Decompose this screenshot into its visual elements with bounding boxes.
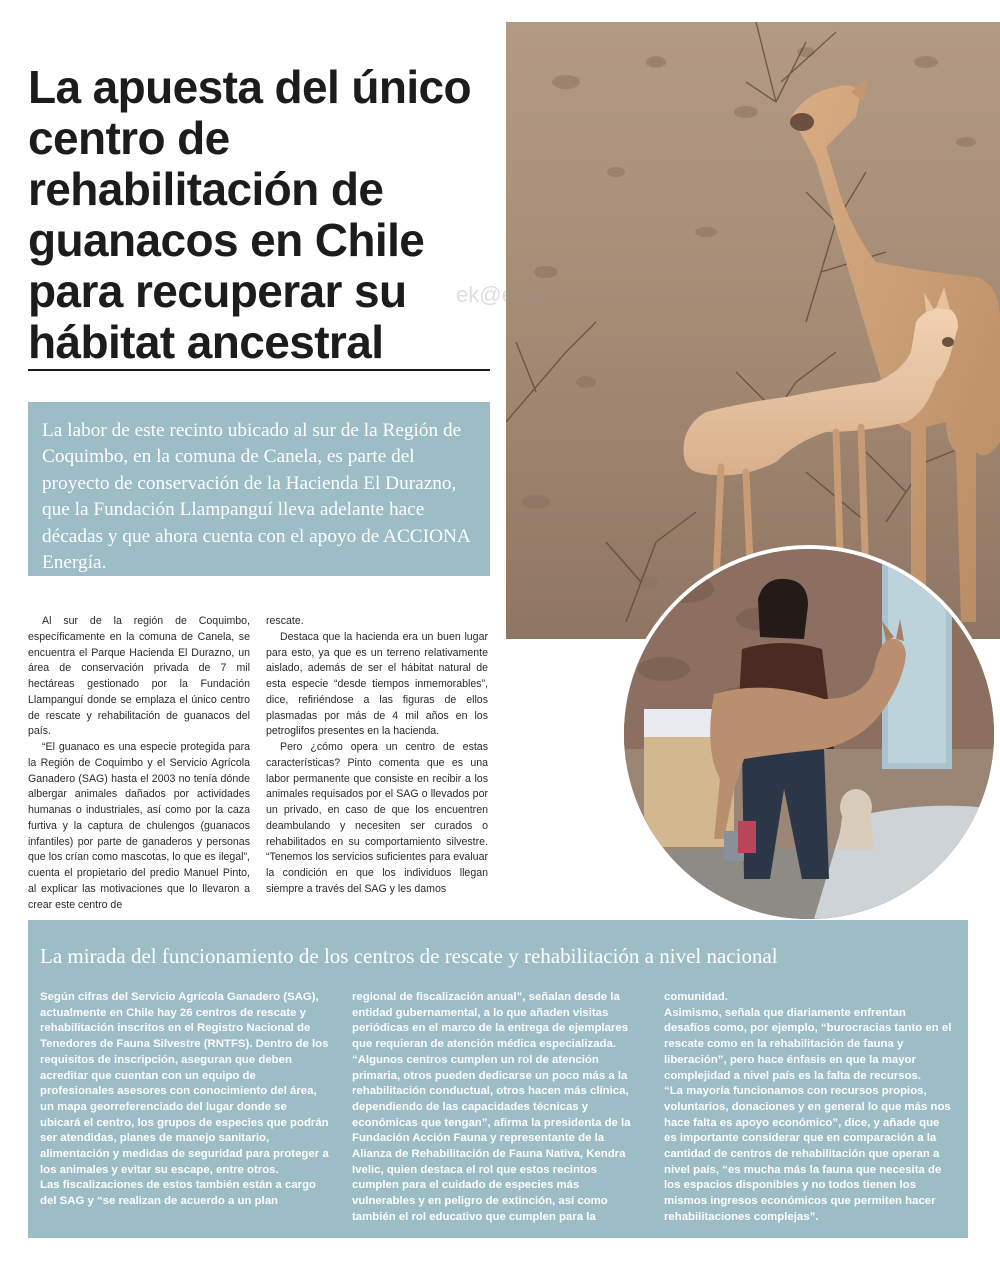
title-divider	[28, 369, 490, 371]
info-paragraph: Las fiscalizaciones de estos también están a cargo del SAG y “se realizan de acuerdo a un plan	[40, 1179, 317, 1208]
info-paragraph: Asimismo, señala que diariamente enfrentan desafíos como, por ejemplo, “burocracias tanto en el rescate como en la rehabilitación de fauna y liberación”, pero hace énfasis en que la mayor complejidad a nivel país es la falta de recursos.	[664, 1006, 952, 1082]
info-box-column-1	[40, 990, 330, 1210]
body-column-1	[28, 614, 250, 913]
info-paragraph: comunidad.	[664, 991, 728, 1003]
article-title: La apuesta del único centro de rehabilitación de guanacos en Chile para recuperar su hábitat ancestral	[28, 61, 471, 368]
guanaco-photo	[506, 22, 1000, 639]
info-paragraph: regional de fiscalización anual”, señalan desde la entidad gubernamental, a lo que añaden visitas periódicas en el marco de la entrega de ejemplares que requieran de atención médica especializada.	[352, 991, 629, 1051]
info-paragraph: “Algunos centros cumplen un rol de atención primaria, otros pueden dedicarse un poco más a la rehabilitación conductual, otros hacen más clínica, dependiendo de las capacidades técnicas y económicas que tengan”, afirma la presidenta de la Fundación Acción Fauna y representante de la Alianza de Rehabilitación de Fauna Nativa, Kendra Ivelic, quien destaca el rol que estos recintos cumplen para el cuidado de especies más vulnerables y en peligro de extinción, así como también el rol educativo que cumplen para la	[352, 1053, 631, 1223]
info-paragraph: “La mayoría funcionamos con recursos propios, voluntarios, donaciones y en general lo que más nos hace falta es apoyo económico”, dice, y añade que es importante considerar que en comparación a la cantidad de centros de rehabilitación que operan a nivel país, “es mucha más la fauna que necesita de los espacios disponibles y no todos tienen los mismos ingresos económicos que permiten hacer rehabilitaciones complejas”.	[664, 1085, 951, 1223]
watermark-text: ek@e-cli	[456, 282, 542, 307]
body-paragraph: Destaca que la hacienda era un buen lugar para esto, ya que es un terreno relativamente aislado, además de ser el hábitat natural de esta especie “desde tiempos inmemorables”, dice, refiriéndose a las figuras de ellos plasmadas por más de 4 mil años en los petroglifos presentes en la hacienda.	[266, 630, 488, 738]
body-paragraph: Pero ¿cómo opera un centro de estas características? Pinto comenta que es una labor permanente que consiste en recibir a los animales requisados por el SAG o llevados por un privado, en caso de que los encuentren deambulando y necesiten ser curados o rehabilitados en su comportamiento silvestre. “Tenemos los servicios suficientes para evaluar la condición en que los individuos llegan siempre a través del SAG y les damos	[266, 741, 488, 895]
woman-with-guanaco-photo	[620, 545, 998, 923]
info-box-title: La mirada del funcionamiento de los centros de rescate y rehabilitación a nivel nacional	[40, 944, 778, 968]
body-paragraph: “El guanaco es una especie protegida para la Región de Coquimbo y el Servicio Agrícola Ganadero (SAG) hasta el 2003 no tenía dónde albergar animales dañados por actividades humanas o industriales, así como por la caza furtiva y la captura de chulengos (guanacos infantiles) por parte de ganaderos y personas que los crían como mascotas, lo que es ilegal”, cuenta el propietario del predio Manuel Pinto, al explicar las motivaciones que lo llevaron a crear este centro de	[28, 741, 250, 911]
info-box	[28, 920, 968, 1238]
info-paragraph: Según cifras del Servicio Agrícola Ganadero (SAG), actualmente en Chile hay 26 centros de rescate y rehabilitación inscritos en el Registro Nacional de Tenedores de Fauna Silvestre (RNTFS). Dentro de los requisitos de inscripción, aseguran que deben acreditar que cuentan con un equipo de profesionales asesores con conocimiento del área, un mapa georreferenciado del lugar donde se ubicará el centro, los grupos de especies que podrán ser atendidas, planes de manejo sanitario, alimentación y medidas de seguridad para proteger a los animales y evitar su escape, entre otros.	[40, 991, 329, 1176]
lede-box	[28, 402, 490, 576]
body-column-2	[266, 614, 488, 898]
body-paragraph: Al sur de la región de Coquimbo, específicamente en la comuna de Canela, se encuentra el Parque Hacienda El Durazno, un área de conservación privada de 7 mil hectáreas gestionado por la Fundación Llampanguí donde se emplaza el único centro de rescate y rehabilitación de guanacos del país.	[28, 615, 250, 738]
body-paragraph-continued: rescate.	[266, 615, 304, 627]
info-box-column-2	[352, 990, 642, 1226]
lede-text: La labor de este recinto ubicado al sur de la Región de Coquimbo, en la comuna de Canela, es parte del proyecto de conservación de la Hacienda El Durazno, que la Fundación Llampanguí lleva adelante hace décadas y que ahora cuenta con el apoyo de ACCIONA Energía.	[42, 420, 470, 574]
info-box-column-3	[664, 990, 954, 1226]
